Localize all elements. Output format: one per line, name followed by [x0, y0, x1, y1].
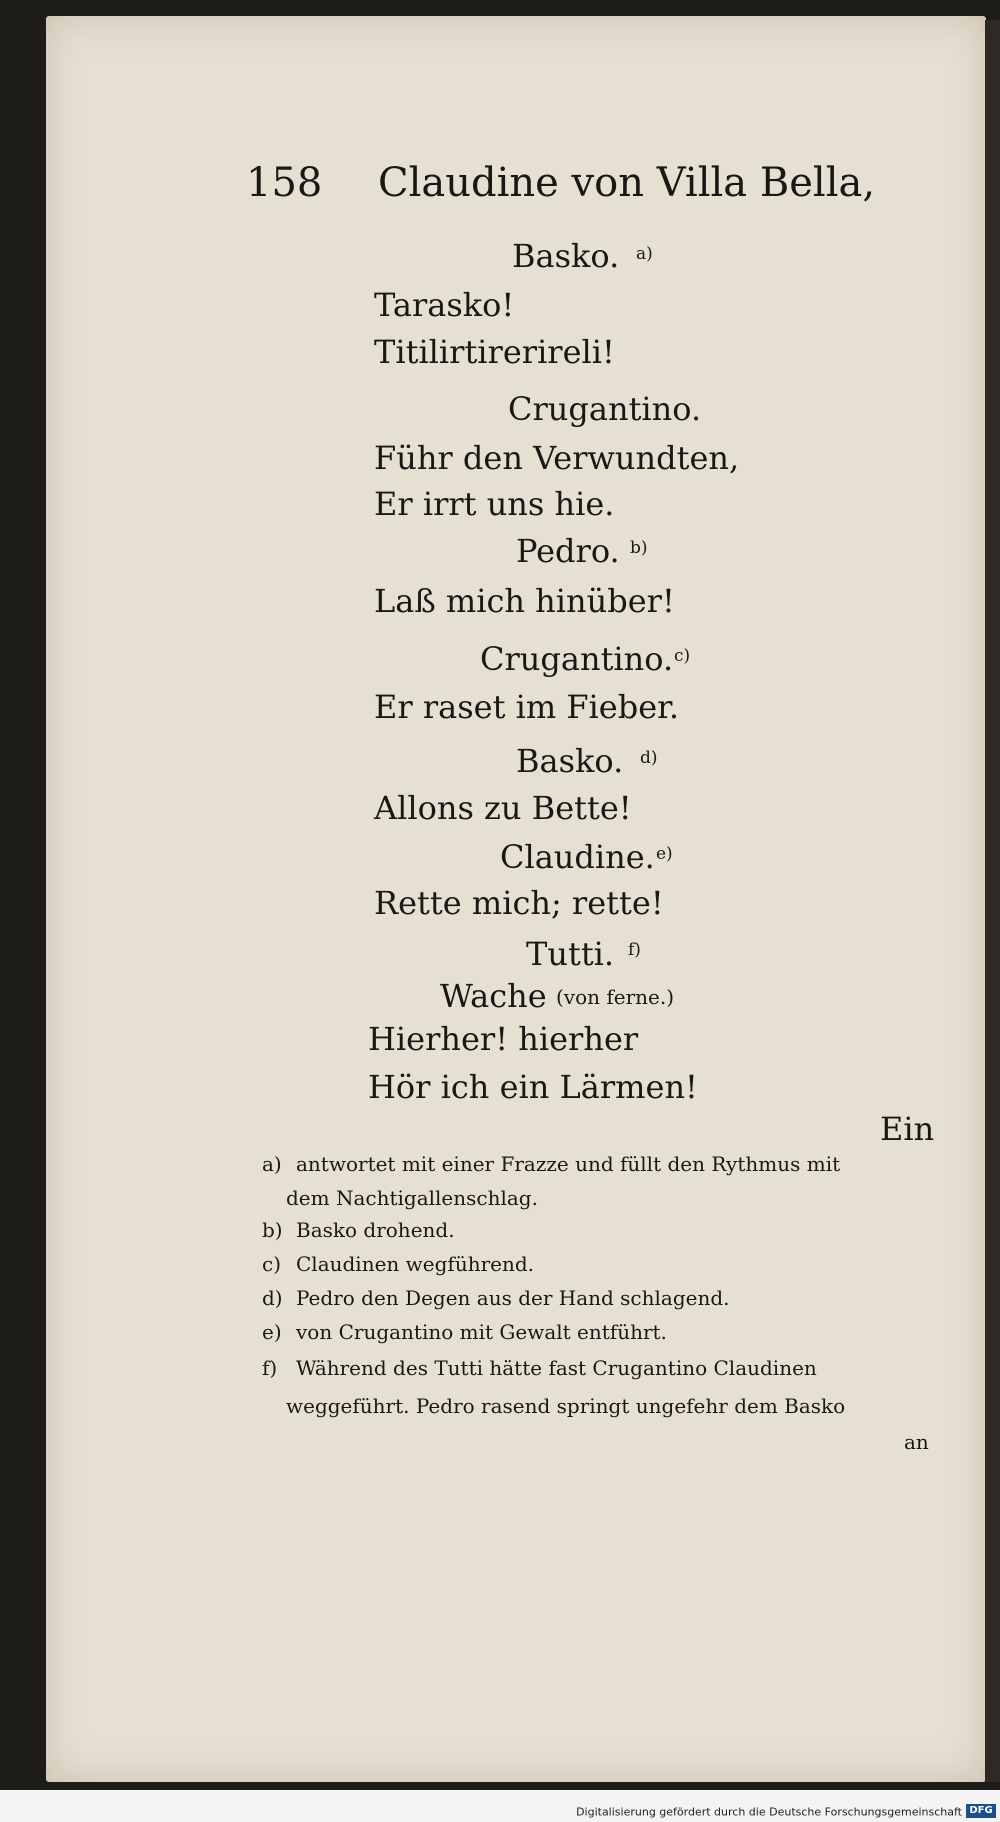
footnote-mark: a) [262, 1152, 282, 1176]
verse-line: Er irrt uns hie. [374, 485, 615, 523]
footnote-mark: b) [630, 538, 648, 558]
footnote-catchword: an [904, 1430, 929, 1454]
footnote-continuation: dem Nachtigallenschlag. [286, 1186, 538, 1210]
verse-line: Hierher! hierher [368, 1020, 639, 1058]
speaker-name: Crugantino. [480, 640, 674, 678]
footnote-mark: c) [262, 1252, 282, 1276]
verse-line: Tarasko! [374, 286, 515, 324]
speaker-name: Basko. [516, 742, 624, 780]
running-title: Claudine von Villa Bella, [378, 160, 876, 206]
catchword: Ein [880, 1110, 935, 1148]
footnote-mark: f) [628, 940, 641, 960]
verse-line: Führ den Verwundten, [374, 439, 740, 477]
stage-direction: (von ferne.) [556, 985, 675, 1009]
footnote-mark: d) [262, 1286, 283, 1310]
speaker-name: Basko. [512, 237, 620, 275]
footnote-continuation: weggeführt. Pedro rasend springt ungefehr dem Basko [286, 1394, 846, 1418]
verse-line: Hör ich ein Lärmen! [368, 1068, 698, 1106]
verse-line: Laß mich hinüber! [374, 582, 675, 620]
verse-line: Rette mich; rette! [374, 884, 664, 922]
speaker-name: Wache [440, 977, 547, 1015]
footnote-text: von Crugantino mit Gewalt entführt. [296, 1320, 667, 1344]
dfg-logo: DFG [966, 1804, 996, 1818]
footnote-mark: e) [656, 844, 673, 864]
verse-line: Allons zu Bette! [374, 789, 632, 827]
footnote-text: Während des Tutti hätte fast Crugantino Claudinen [296, 1356, 817, 1380]
speaker-name: Tutti. [526, 935, 615, 973]
footnote-text: Basko drohend. [296, 1218, 455, 1242]
verse-line: Er raset im Fieber. [374, 688, 680, 726]
digitization-credit: Digitalisierung gefördert durch die Deutsche Forschungsgemeinschaft [576, 1805, 962, 1819]
speaker-name: Crugantino. [508, 390, 702, 428]
footnote-mark: e) [262, 1320, 282, 1344]
footnote-text: Claudinen wegführend. [296, 1252, 535, 1276]
footnote-mark: a) [636, 244, 653, 264]
page-number: 158 [246, 160, 323, 206]
footnote-mark: d) [640, 748, 658, 768]
speaker-name: Pedro. [516, 532, 620, 570]
verse-line: Titilirtirerireli! [374, 333, 615, 371]
page-edge [985, 20, 1000, 1782]
footnote-mark: b) [262, 1218, 283, 1242]
footnote-mark: f) [262, 1356, 278, 1380]
footnote-text: antwortet mit einer Frazze und füllt den Rythmus mit [296, 1152, 841, 1176]
footnote-text: Pedro den Degen aus der Hand schlagend. [296, 1286, 730, 1310]
footnote-mark: c) [674, 646, 691, 666]
speaker-name: Claudine. [500, 838, 655, 876]
